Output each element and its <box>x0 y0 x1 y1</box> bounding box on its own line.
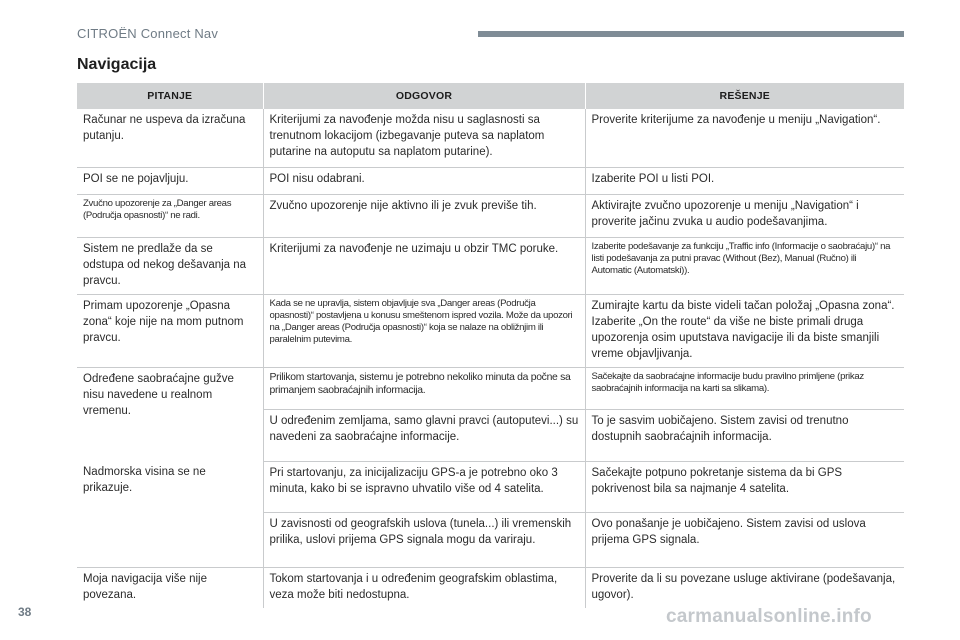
answer-cell: Kada se ne upravlja, sistem objavljuje sva „Danger areas (Područja opasnosti)“ postavljena u konusu smeštenom ispred vozila. Može da upozori na „Danger areas (Područja opasnosti)“ koja se nalaze na obližnjim ili paralelnim putevima. <box>263 294 585 367</box>
table-row <box>77 461 904 512</box>
question-cell: Određene saobraćajne gužve nisu navedene u realnom vremenu. <box>83 372 234 417</box>
table-row <box>77 167 904 194</box>
table-row <box>77 237 904 294</box>
header-divider-bar <box>478 31 904 37</box>
page-number: 38 <box>18 605 32 619</box>
answer-cell: POI nisu odabrani. <box>263 167 585 194</box>
table-row <box>77 194 904 237</box>
table-row <box>77 294 904 367</box>
solution-cell: Proverite kriterijume za navođenje u meniju „Navigation“. <box>585 109 904 167</box>
answer-cell: Kriterijumi za navođenje možda nisu u saglasnosti sa trenutnom lokacijom (izbegavanje puteva sa naplatom putarine na autoputu sa naplatom putarine). <box>263 109 585 167</box>
solution-cell: Proverite da li su povezane usluge aktivirane (podešavanja, ugovor). <box>585 567 904 608</box>
table-header-row <box>77 83 904 109</box>
answer-cell: Kriterijumi za navođenje ne uzimaju u obzir TMC poruke. <box>263 237 585 294</box>
column-header-answer: ODGOVOR <box>263 83 585 109</box>
answer-cell: Tokom startovanja i u određenim geografskim oblastima, veza može biti nedostupna. <box>263 567 585 608</box>
table-row <box>77 109 904 167</box>
solution-cell: Sačekajte potpuno pokretanje sistema da bi GPS pokrivenost bila sa najmanje 4 satelita. <box>585 461 904 512</box>
answer-cell: U zavisnosti od geografskih uslova (tunela...) ili vremenskih prilika, uslovi prijema GPS signala mogu da variraju. <box>263 512 585 567</box>
page-header <box>0 0 960 60</box>
solution-cell: Aktivirajte zvučno upozorenje u meniju „Navigation“ i proverite jačinu zvuka u audio podešavanjima. <box>585 194 904 237</box>
watermark: carmanualsonline.info <box>666 606 872 627</box>
answer-cell: Prilikom startovanja, sistemu je potrebno nekoliko minuta da počne sa primanjem saobraćajnih informacija. <box>263 367 585 409</box>
answer-cell: U određenim zemljama, samo glavni pravci (autoputevi...) su navedeni za saobraćajne informacije. <box>263 409 585 461</box>
answer-cell: Pri startovanju, za inicijalizaciju GPS-a je potrebno oko 3 minuta, kako bi se ispravno uhvatilo više od 4 satelita. <box>263 461 585 512</box>
solution-cell: Ovo ponašanje je uobičajeno. Sistem zavisi od uslova prijema GPS signala. <box>585 512 904 567</box>
section-title: Navigacija <box>77 56 157 73</box>
answer-cell: Zvučno upozorenje nije aktivno ili je zvuk previše tih. <box>263 194 585 237</box>
solution-cell: Sačekajte da saobraćajne informacije budu pravilno primljene (prikaz saobraćajnih informacija na karti sa slikama). <box>585 367 904 409</box>
brand-title: CITROËN Connect Nav <box>77 26 219 41</box>
question-cell: Računar ne uspeva da izračuna putanju. <box>77 109 263 167</box>
question-cell: Moja navigacija više nije povezana. <box>83 572 208 601</box>
solution-cell: Zumirajte kartu da biste videli tačan položaj „Opasna zona“. Izaberite „On the route“ da više ne biste primali druga upozorenja osim uputstava navigacije ili da biste smanjili vreme objavljivanja. <box>585 294 904 367</box>
question-cell: POI se ne pojavljuju. <box>77 167 263 194</box>
question-cell: Zvučno upozorenje za „Danger areas (Područja opasnosti)“ ne radi. <box>77 194 263 237</box>
solution-cell: Izaberite POI u listi POI. <box>585 167 904 194</box>
question-cell: Sistem ne predlaže da se odstupa od nekog dešavanja na pravcu. <box>77 237 263 294</box>
troubleshooting-table <box>77 83 904 608</box>
solution-cell: Izaberite podešavanje za funkciju „Traffic info (Informacije o saobraćaju)“ na listi podešavanja za putni pravac (Without (Bez), Manual (Ručno) ili Automatic (Automatski)). <box>585 237 904 294</box>
column-header-solution: REŠENJE <box>585 83 904 109</box>
table-row <box>77 367 904 409</box>
column-header-question: PITANJE <box>77 83 263 109</box>
question-cell: Nadmorska visina se ne prikazuje. <box>77 461 263 567</box>
question-cell: Primam upozorenje „Opasna zona“ koje nije na mom putnom pravcu. <box>77 294 263 367</box>
table-row <box>77 567 904 608</box>
solution-cell: To je sasvim uobičajeno. Sistem zavisi od trenutno dostupnih saobraćajnih informacija. <box>585 409 904 461</box>
